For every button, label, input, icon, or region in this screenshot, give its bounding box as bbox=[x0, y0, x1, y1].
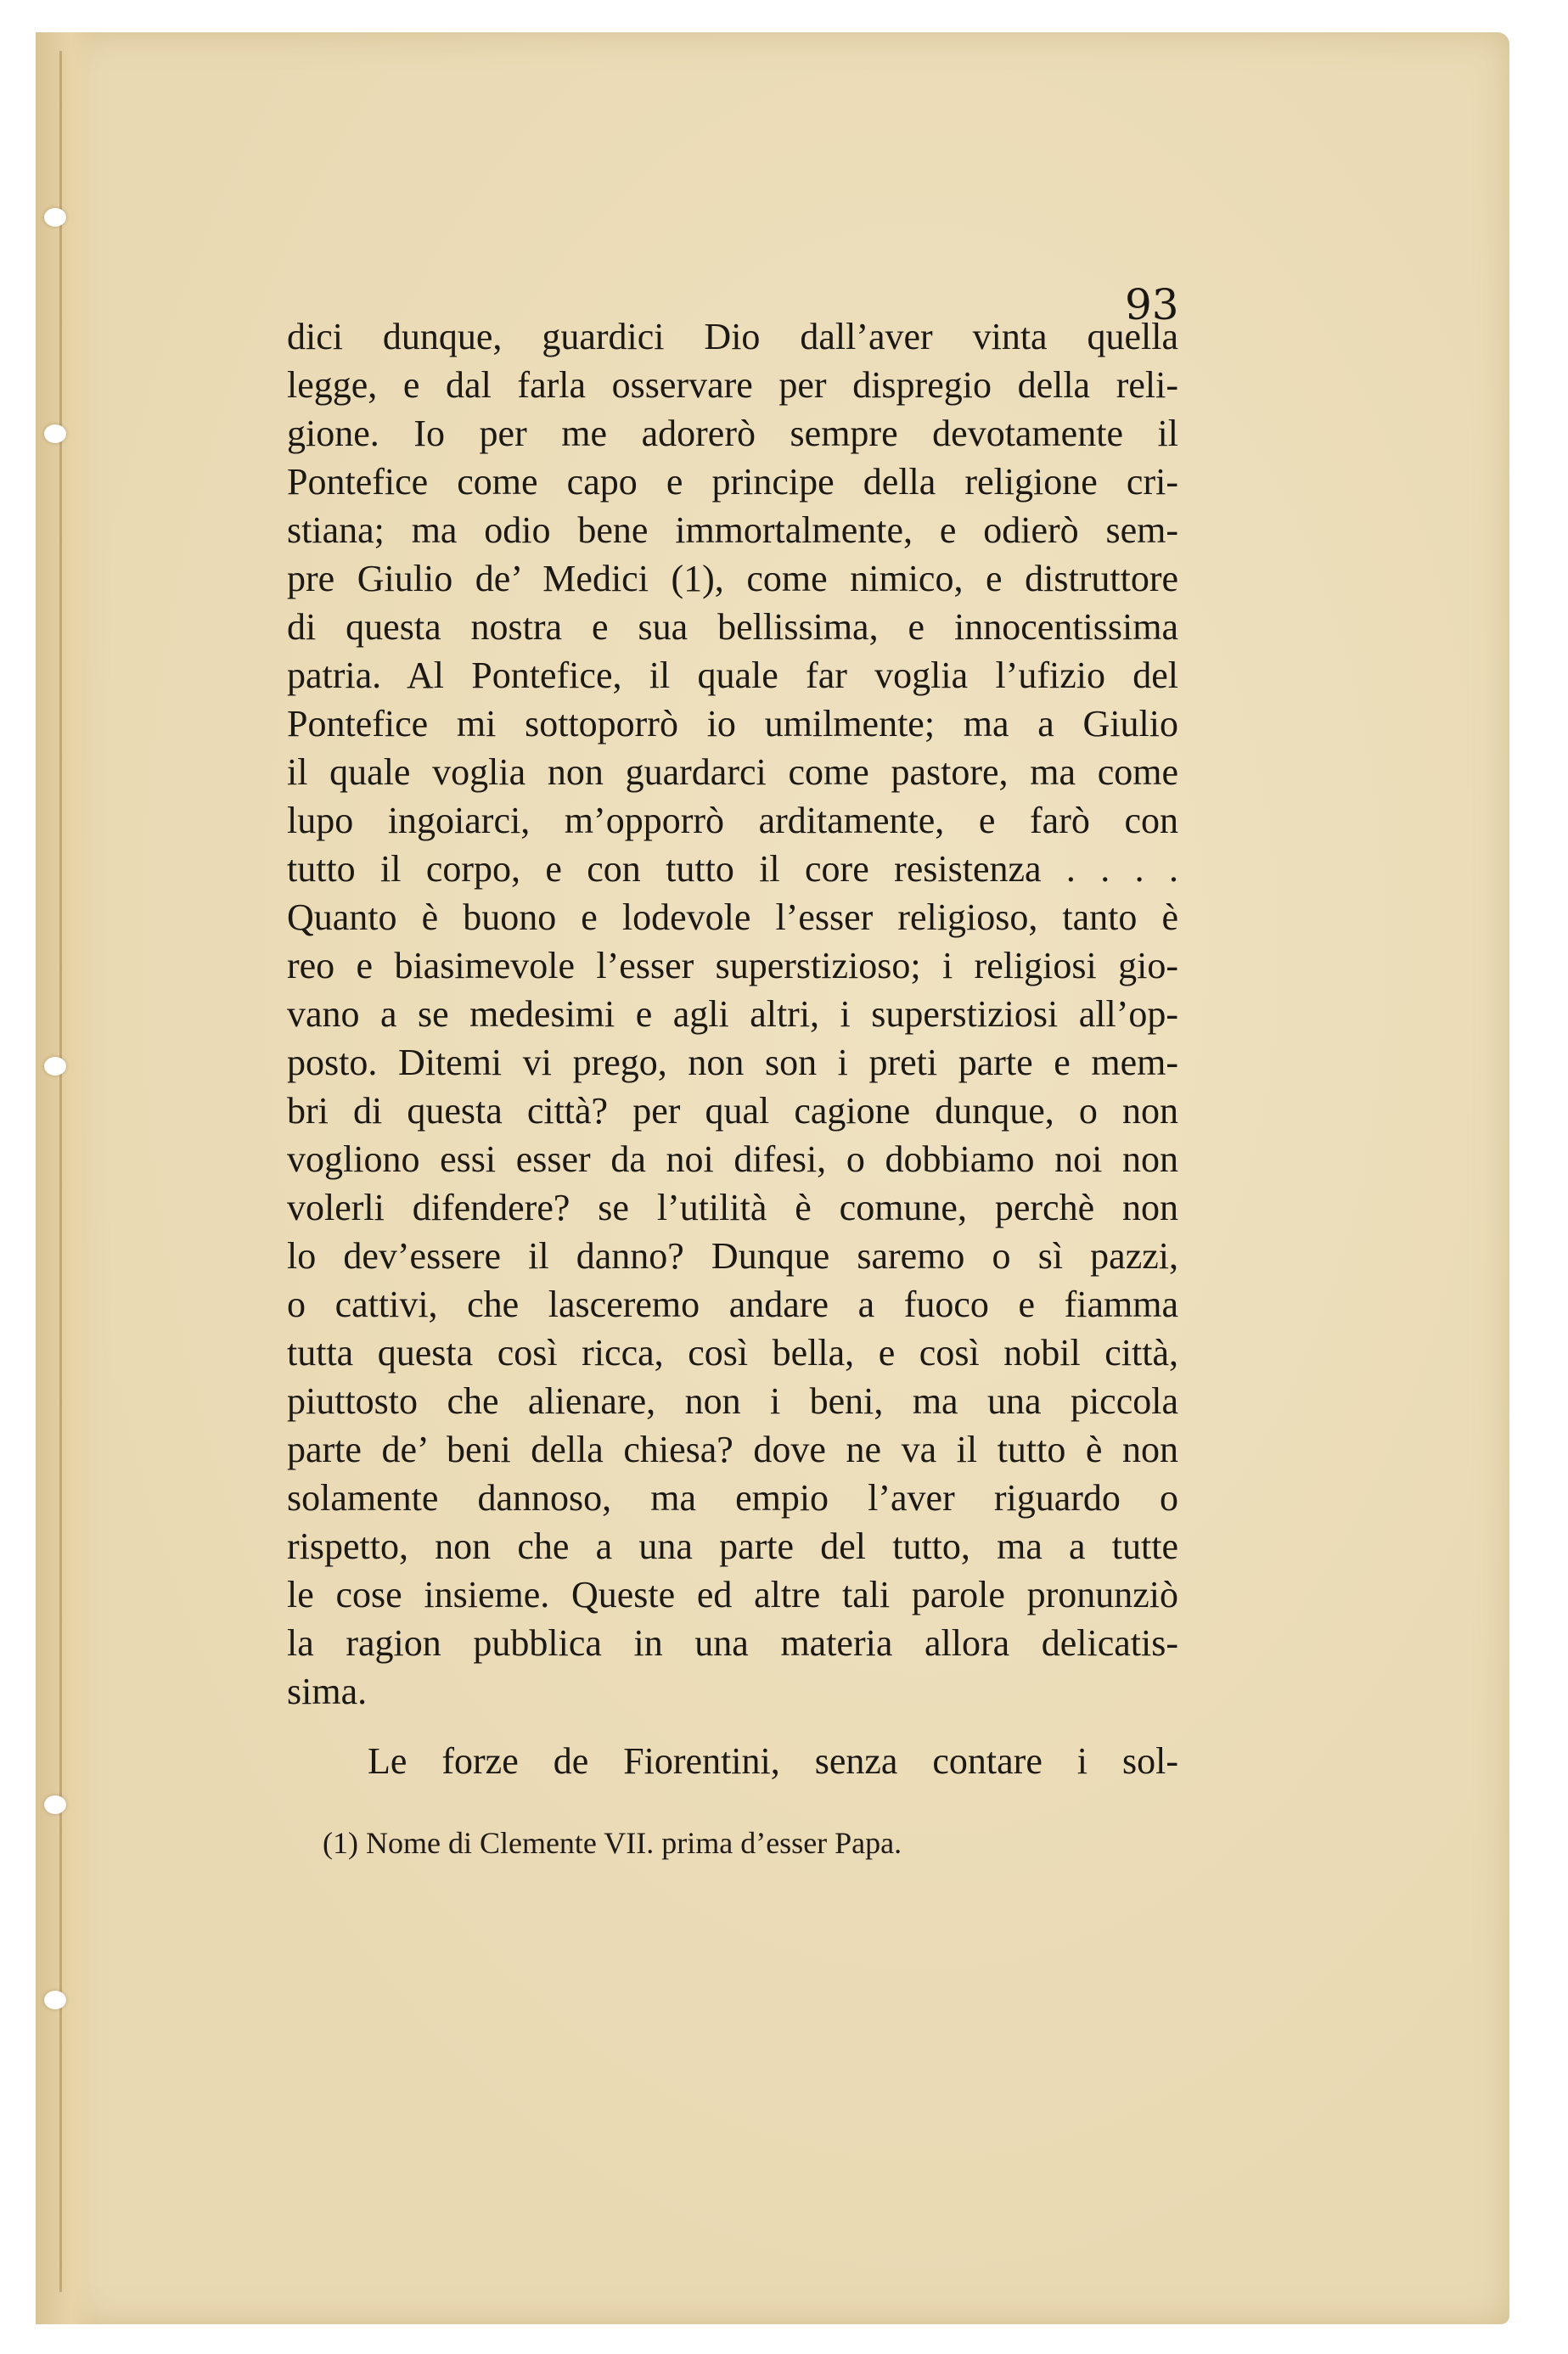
text-line: tutta questa così ricca, così bella, e così nobil città, bbox=[287, 1332, 1178, 1374]
text-line: tutto il corpo, e con tutto il core resistenza . . . . bbox=[287, 848, 1178, 890]
text-line: di questa nostra e sua bellissima, e innocentissima bbox=[287, 606, 1178, 648]
text-line: posto. Ditemi vi prego, non son i preti parte e mem- bbox=[287, 1042, 1178, 1083]
text-line: legge, e dal farla osservare per dispregio della reli- bbox=[287, 364, 1178, 406]
text-line: stiana; ma odio bene immortalmente, e odierò sem- bbox=[287, 509, 1178, 551]
text-line: sima. bbox=[287, 1671, 368, 1712]
stitch-hole bbox=[44, 424, 66, 443]
fold-line bbox=[59, 51, 62, 2292]
text-line: la ragion pubblica in una materia allora delicatis- bbox=[287, 1622, 1178, 1664]
text-line: solamente dannoso, ma empio l’aver riguardo o bbox=[287, 1477, 1178, 1519]
paragraph-two-line: Le forze de Fiorentini, senza contare i sol- bbox=[368, 1740, 1178, 1782]
page-body bbox=[287, 312, 1178, 1785]
text-line: dici dunque, guardici Dio dall’aver vinta quella bbox=[287, 316, 1178, 357]
text-line: il quale voglia non guardarci come pastore, ma come bbox=[287, 751, 1178, 793]
text-line: bri di questa città? per qual cagione dunque, o non bbox=[287, 1090, 1178, 1132]
paragraph-gap bbox=[287, 1716, 1178, 1737]
stitch-hole bbox=[44, 1057, 66, 1076]
text-line: vogliono essi esser da noi difesi, o dobbiamo noi non bbox=[287, 1138, 1178, 1180]
text-line: o cattivi, che lasceremo andare a fuoco e fiamma bbox=[287, 1284, 1178, 1325]
text-line: lupo ingoiarci, m’opporrò arditamente, e farò con bbox=[287, 800, 1178, 841]
footnote: (1) Nome di Clemente VII. prima d’esser Papa. bbox=[323, 1826, 902, 1860]
stitch-hole bbox=[44, 208, 66, 227]
text-line: gione. Io per me adorerò sempre devotamente il bbox=[287, 413, 1178, 454]
text-line: le cose insieme. Queste ed altre tali parole pronunziò bbox=[287, 1574, 1178, 1615]
text-line: rispetto, non che a una parte del tutto, ma a tutte bbox=[287, 1525, 1178, 1567]
text-line: Pontefice come capo e principe della religione cri- bbox=[287, 461, 1178, 503]
binding-edge bbox=[36, 32, 95, 2324]
stitch-hole bbox=[44, 1795, 66, 1814]
text-line: parte de’ beni della chiesa? dove ne va il tutto è non bbox=[287, 1429, 1178, 1470]
text-line: patria. Al Pontefice, il quale far voglia l’ufizio del bbox=[287, 655, 1178, 696]
page-number: 93 bbox=[1125, 280, 1179, 329]
text-line: reo e biasimevole l’esser superstizioso; i religiosi gio- bbox=[287, 945, 1178, 986]
text-line: Pontefice mi sottoporrò io umilmente; ma a Giulio bbox=[287, 703, 1178, 744]
text-line: volerli difendere? se l’utilità è comune, perchè non bbox=[287, 1187, 1178, 1228]
text-line: lo dev’essere il danno? Dunque saremo o sì pazzi, bbox=[287, 1235, 1178, 1277]
text-line: vano a se medesimi e agli altri, i superstiziosi all’op- bbox=[287, 993, 1178, 1035]
stitch-hole bbox=[44, 1991, 66, 2009]
text-line: pre Giulio de’ Medici (1), come nimico, e distruttore bbox=[287, 558, 1178, 599]
text-line: piuttosto che alienare, non i beni, ma una piccola bbox=[287, 1380, 1178, 1422]
text-line: Quanto è buono e lodevole l’esser religioso, tanto è bbox=[287, 896, 1178, 938]
